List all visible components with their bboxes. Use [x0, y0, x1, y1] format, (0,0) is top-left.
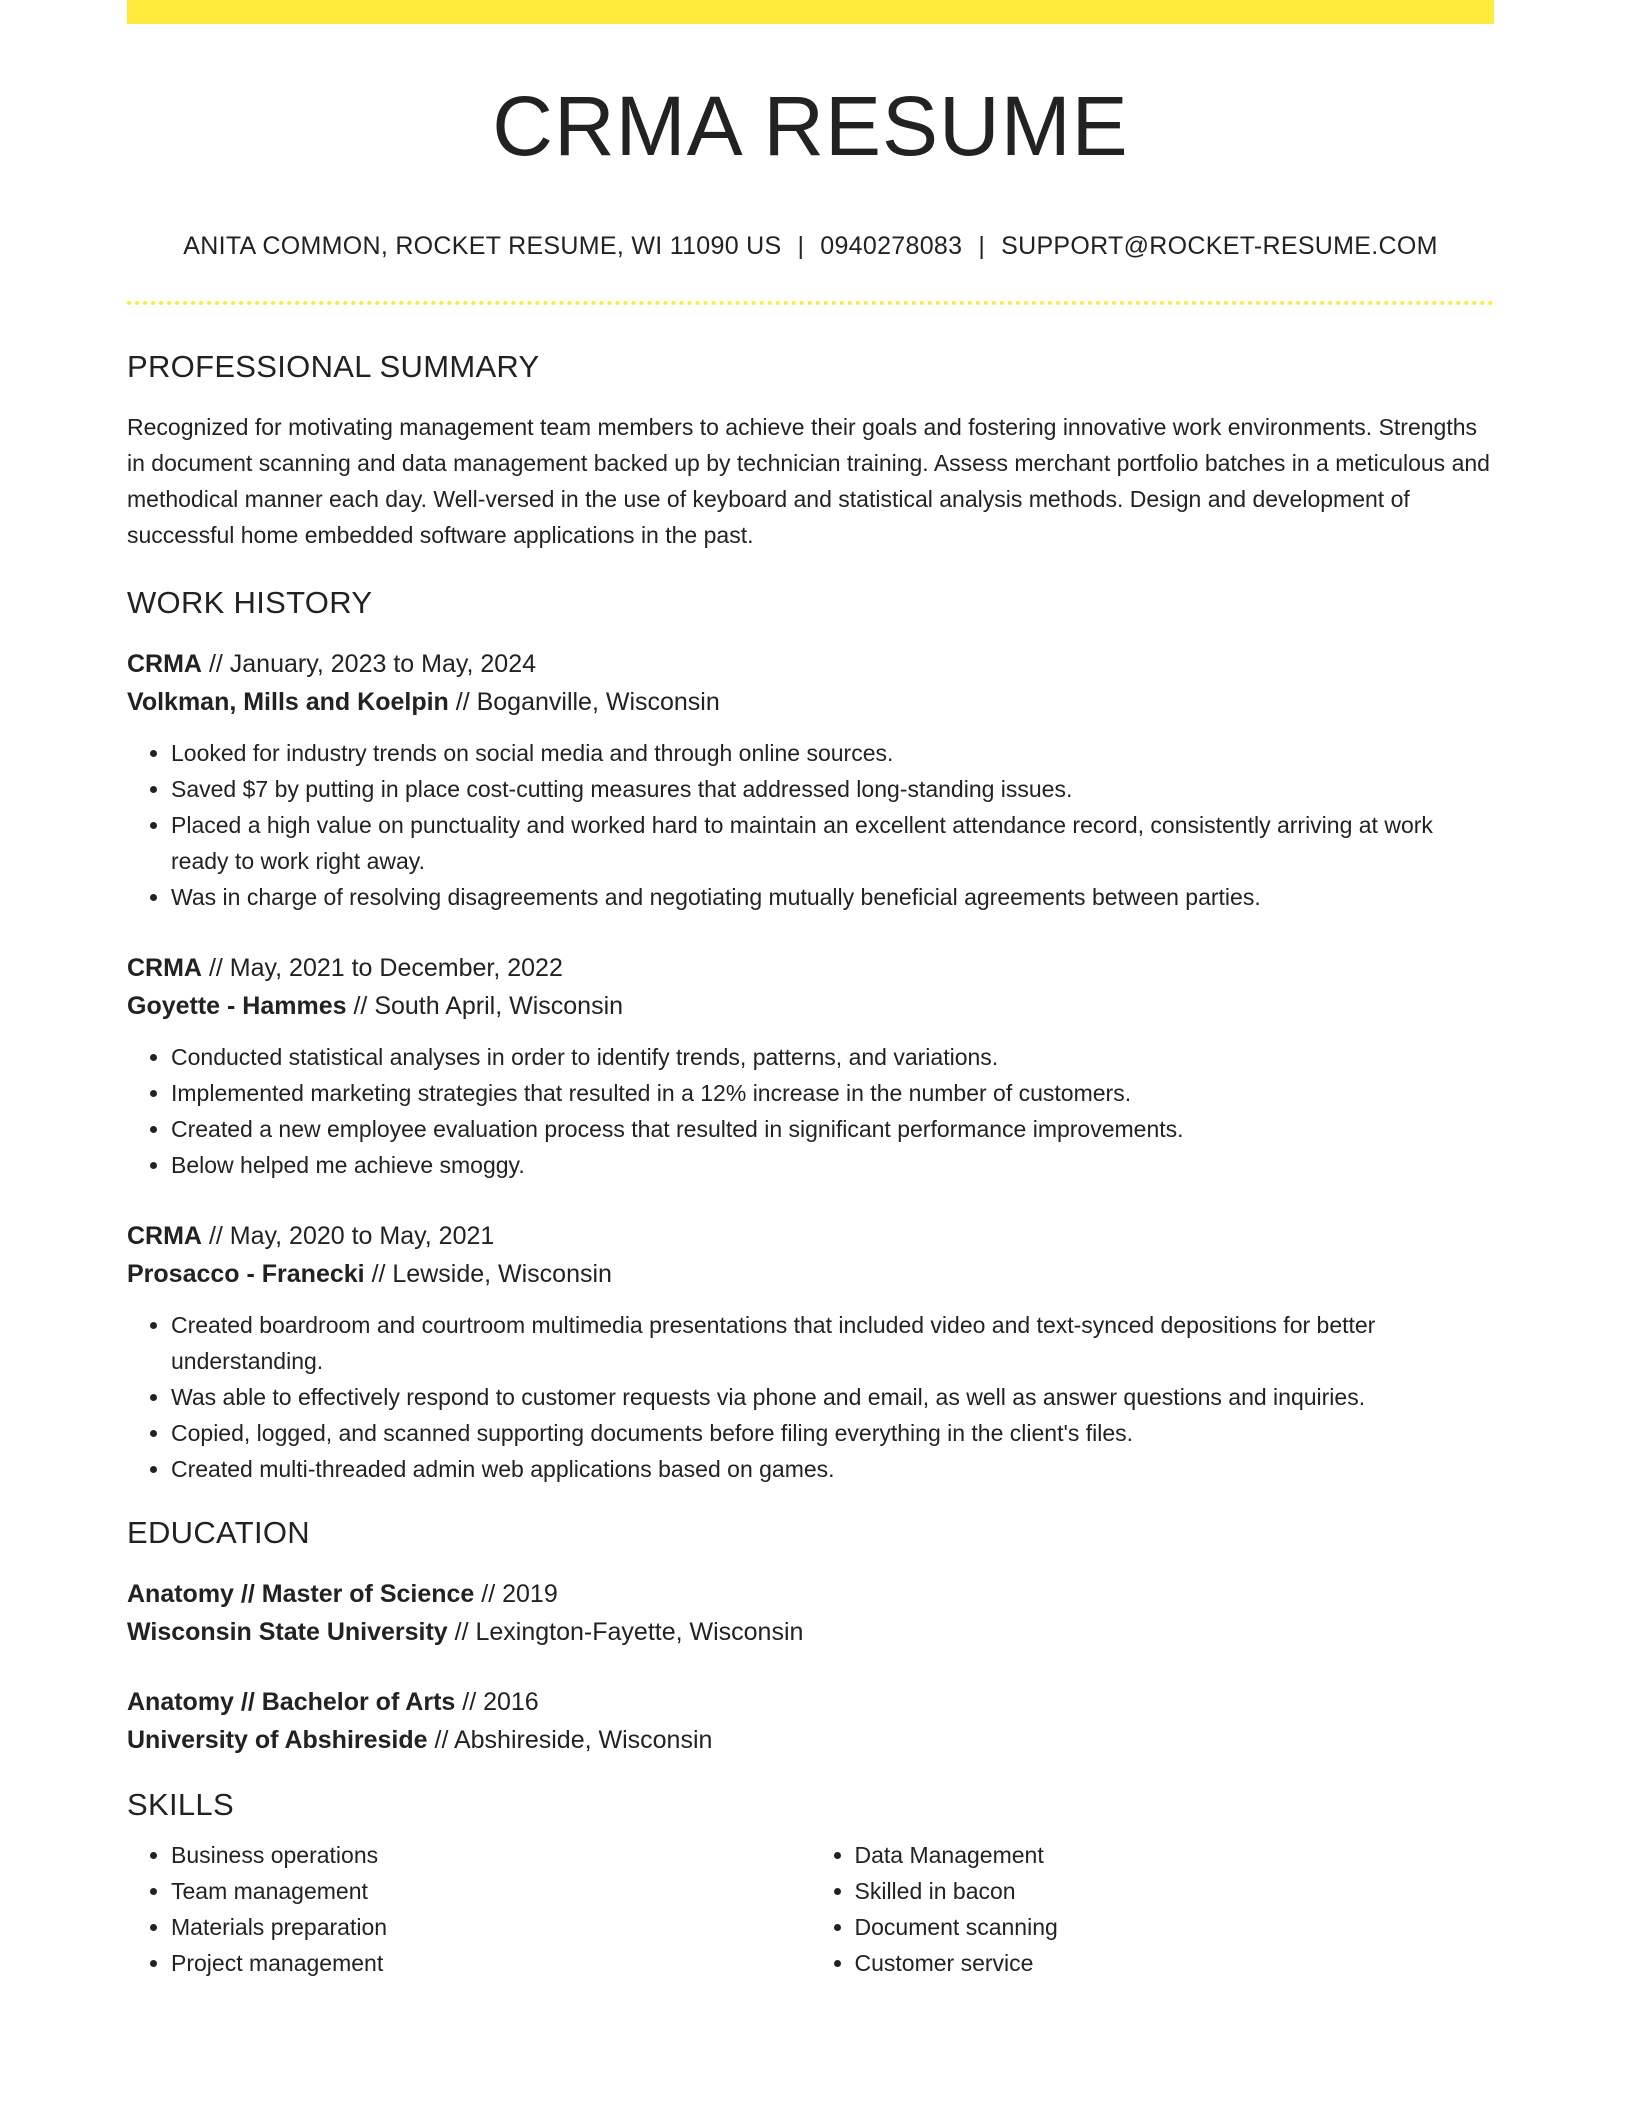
job-title: CRMA: [127, 650, 202, 678]
skill-item: • Skilled in bacon: [855, 1873, 1495, 1909]
summary-paragraph: Recognized for motivating management team members to achieve their goals and fostering innovative work environments. Strengths in document scanning and data management backed up by technician training. Assess merchant portfolio batches in a meticulous and methodical manner each day. Well-versed in the use of keyboard and statistical analysis methods. Design and development of successful home embedded software applications in the past.: [127, 414, 1490, 548]
list-item: • Placed a high value on punctuality and worked hard to maintain an excellent attendance record, consistently arriving at work ready to work right away.: [171, 807, 1494, 879]
education-school-line: [127, 1721, 1494, 1759]
contact-address: ANITA COMMON, ROCKET RESUME, WI 11090 US: [183, 232, 782, 260]
job-title: CRMA: [127, 1222, 202, 1250]
education-degree-line: [127, 1575, 1494, 1613]
list-item: • Copied, logged, and scanned supporting documents before filing everything in the client's files.: [171, 1415, 1494, 1451]
job-location: // Boganville, Wisconsin: [448, 688, 720, 716]
education-school: Wisconsin State University: [127, 1618, 448, 1646]
section-heading-summary: PROFESSIONAL SUMMARY: [127, 349, 540, 384]
accent-top-bar: [127, 0, 1494, 24]
education-year: // 2019: [474, 1580, 558, 1608]
contact-separator: |: [978, 232, 986, 260]
job-bullet-list: [127, 1039, 1494, 1183]
skill-item: • Data Management: [855, 1837, 1495, 1873]
education-degree-line: [127, 1683, 1494, 1721]
skill-item: • Customer service: [855, 1945, 1495, 1981]
education-entry: [127, 1683, 1494, 1759]
skill-item: • Materials preparation: [171, 1909, 811, 1945]
education-school: University of Abshireside: [127, 1726, 428, 1754]
list-item: • Implemented marketing strategies that resulted in a 12% increase in the number of customers.: [171, 1075, 1494, 1111]
skills-list-right: [811, 1837, 1495, 1981]
education-school-line: [127, 1613, 1494, 1651]
resume-page: [127, 0, 1494, 1981]
skill-item: • Project management: [171, 1945, 811, 1981]
contact-email: SUPPORT@ROCKET-RESUME.COM: [1001, 232, 1438, 260]
list-item: • Below helped me achieve smoggy.: [171, 1147, 1494, 1183]
job-location: // South April, Wisconsin: [346, 992, 624, 1020]
education-entry: [127, 1575, 1494, 1651]
list-item: • Created a new employee evaluation process that resulted in significant performance improvements.: [171, 1111, 1494, 1147]
section-heading-education: EDUCATION: [127, 1515, 310, 1550]
skill-item: • Team management: [171, 1873, 811, 1909]
skills-list-left: [127, 1837, 811, 1981]
job-bullet-list: [127, 735, 1494, 915]
job-title-line: [127, 949, 1494, 987]
education-degree: Anatomy // Bachelor of Arts: [127, 1688, 456, 1716]
job-company: Goyette - Hammes: [127, 992, 347, 1020]
list-item: • Conducted statistical analyses in order to identify trends, patterns, and variations.: [171, 1039, 1494, 1075]
skill-item: • Document scanning: [855, 1909, 1495, 1945]
job-entry: [127, 645, 1494, 915]
job-title-line: [127, 645, 1494, 683]
list-item: • Was in charge of resolving disagreements and negotiating mutually beneficial agreements between parties.: [171, 879, 1494, 915]
skill-item: • Business operations: [171, 1837, 811, 1873]
contact-separator: |: [797, 232, 805, 260]
job-company: Prosacco - Franecki: [127, 1260, 365, 1288]
contact-phone: 0940278083: [820, 232, 963, 260]
job-title: CRMA: [127, 954, 202, 982]
contact-line: [127, 232, 1494, 261]
dotted-divider: [127, 301, 1494, 305]
education-degree: Anatomy // Master of Science: [127, 1580, 475, 1608]
list-item: • Created boardroom and courtroom multimedia presentations that included video and text-synced depositions for better understanding.: [171, 1307, 1494, 1379]
education-location: // Lexington-Fayette, Wisconsin: [447, 1618, 804, 1646]
resume-title: CRMA RESUME: [492, 79, 1129, 173]
education-location: // Abshireside, Wisconsin: [427, 1726, 713, 1754]
job-bullet-list: [127, 1307, 1494, 1487]
job-company-line: [127, 987, 1494, 1025]
job-company-line: [127, 683, 1494, 721]
job-dates: // May, 2021 to December, 2022: [202, 954, 563, 982]
list-item: • Looked for industry trends on social media and through online sources.: [171, 735, 1494, 771]
job-location: // Lewside, Wisconsin: [364, 1260, 612, 1288]
job-dates: // May, 2020 to May, 2021: [202, 1222, 495, 1250]
section-heading-skills: SKILLS: [127, 1787, 234, 1822]
job-entry: [127, 949, 1494, 1183]
skills-columns: [127, 1837, 1494, 1981]
list-item: • Created multi-threaded admin web applications based on games.: [171, 1451, 1494, 1487]
job-dates: // January, 2023 to May, 2024: [202, 650, 536, 678]
section-heading-work-history: WORK HISTORY: [127, 585, 373, 620]
job-title-line: [127, 1217, 1494, 1255]
job-company-line: [127, 1255, 1494, 1293]
job-company: Volkman, Mills and Koelpin: [127, 688, 449, 716]
job-entry: [127, 1217, 1494, 1487]
education-year: // 2016: [455, 1688, 539, 1716]
list-item: • Was able to effectively respond to customer requests via phone and email, as well as answer questions and inquiries.: [171, 1379, 1494, 1415]
list-item: • Saved $7 by putting in place cost-cutting measures that addressed long-standing issues.: [171, 771, 1494, 807]
